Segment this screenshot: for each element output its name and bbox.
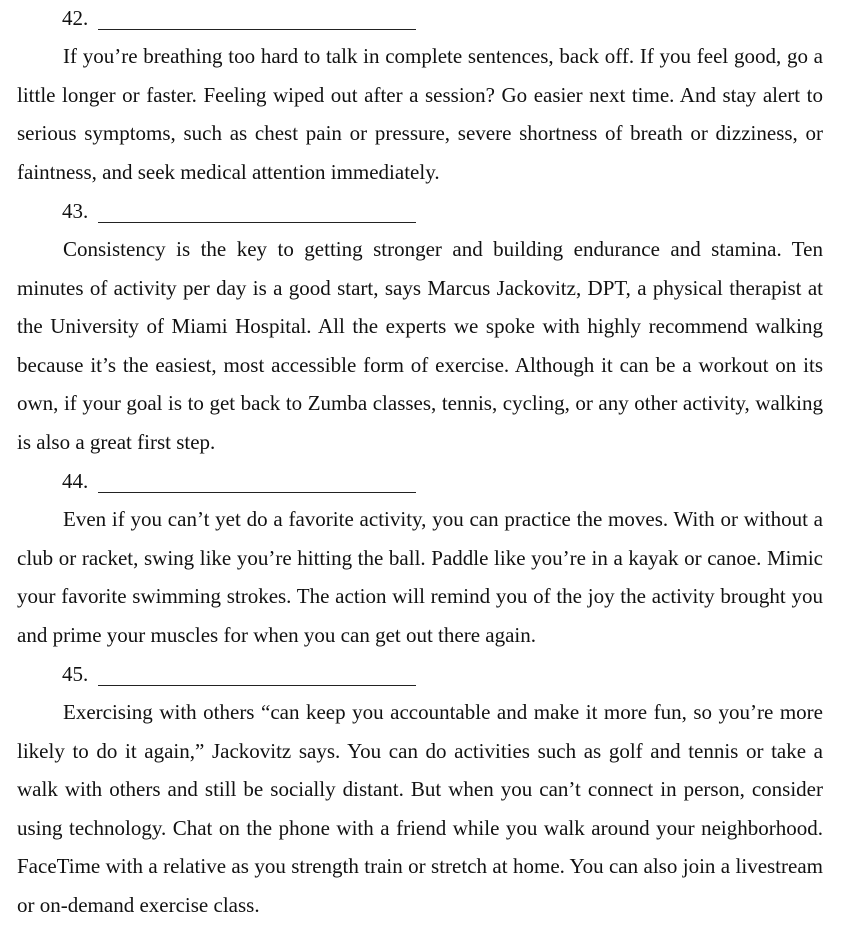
paragraph-42: If you’re breathing too hard to talk in complete sentences, back off. If you feel good, go a little longer or faster. Feeling wiped out after a session? Go easier next time. And stay alert to serious symptoms, such as chest pain or pressure, severe shortness of breath or dizziness, or faintness, and seek medical attention immediately. — [17, 44, 823, 184]
paragraph-43: Consistency is the key to getting stronger and building endurance and stamina. Ten minutes of activity per day is a good start, says Marcus Jackovitz, DPT, a physical therapist at the University of Miami Hospital. All the experts we spoke with highly recommend walking because it’s the easiest, most accessible form of exercise. Although it can be a workout on its own, if your goal is to get back to Zumba classes, tennis, cycling, or any other activity, walking is also a great first step. — [17, 237, 823, 454]
question-number: 42. — [62, 6, 89, 30]
question-45-heading — [62, 659, 416, 689]
answer-blank-43[interactable] — [98, 222, 416, 223]
answer-blank-44[interactable] — [98, 492, 416, 493]
question-number: 45. — [62, 662, 89, 686]
question-number: 44. — [62, 469, 89, 493]
question-42-heading — [62, 3, 416, 33]
question-43-heading — [62, 196, 416, 226]
answer-blank-42[interactable] — [98, 29, 416, 30]
question-44-heading — [62, 466, 416, 496]
paragraph-45: Exercising with others “can keep you accountable and make it more fun, so you’re more likely to do it again,” Jackovitz says. You can do activities such as golf and tennis or take a walk with others and still be socially distant. But when you can’t connect in person, consider using technology. Chat on the phone with a friend while you walk around your neighborhood. FaceTime with a relative as you strength train or stretch at home. You can also join a livestream or on-demand exercise class. — [17, 700, 823, 917]
paragraph-44: Even if you can’t yet do a favorite activity, you can practice the moves. With or without a club or racket, swing like you’re hitting the ball. Paddle like you’re in a kayak or canoe. Mimic your favorite swimming strokes. The action will remind you of the joy the activity brought you and prime your muscles for when you can get out there again. — [17, 507, 823, 647]
question-number: 43. — [62, 199, 89, 223]
answer-blank-45[interactable] — [98, 685, 416, 686]
